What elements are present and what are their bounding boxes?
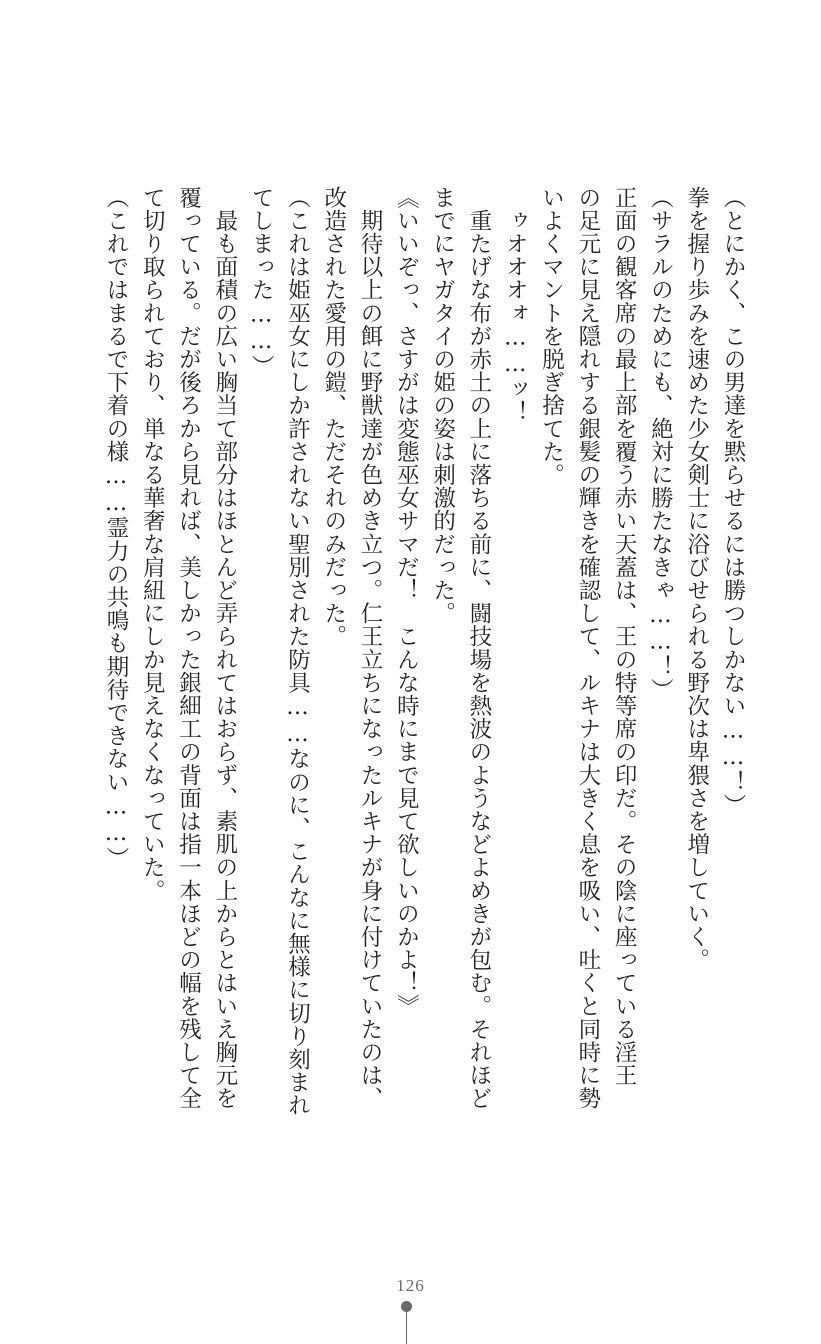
- text-line: 《いいぞっ、さすがは変態巫女サマだ！ こんな時にまで見て欲しいのかよ！》: [393, 186, 420, 1018]
- text-line: 重たげな布が赤土の上に落ちる前に、闘技場を熱波のようなどよめきが包む。それほど: [465, 186, 492, 1110]
- text-line: いよくマントを脱ぎ捨てた。: [538, 186, 565, 487]
- text-line: 改造された愛用の鎧、ただそれのみだった。: [320, 186, 347, 648]
- text-line: 覆っている。だが後ろから見れば、美しかった銀細工の背面は指一本ほどの幅を残して全: [175, 186, 202, 1110]
- text-line: （これではまるで下着の様……霊力の共鳴も期待できない……）: [102, 186, 129, 870]
- vertical-text-body: [98, 186, 751, 1117]
- text-line: 拳を握り歩みを速めた少女剣士に浴びせられる野次は卑猥さを増していく。: [683, 186, 710, 972]
- text-line: 最も面積の広い胸当て部分はほとんど弄られてはおらず、素肌の上からとはいえ胸元を: [211, 186, 238, 1110]
- text-line: （これは姫巫女にしか許されない聖別された防具……なのに、こんなに無様に切り刻まれ: [284, 186, 311, 1117]
- text-line: て切り取られており、単なる華奢な肩紐にしか見えなくなっていた。: [139, 186, 166, 903]
- text-line: （サラルのためにも、絶対に勝たなきゃ……！）: [647, 186, 674, 702]
- text-line: 正面の観客席の最上部を覆う赤い天蓋は、王の特等席の印だ。その陰に座っている淫王: [611, 186, 638, 1087]
- text-line: ゥオオオォ……ッ！: [502, 186, 529, 424]
- text-line: の足元に見え隠れする銀髪の輝きを確認して、ルキナは大きく息を吸い、吐くと同時に勢: [574, 186, 601, 1110]
- text-line: （とにかく、この男達を黙らせるには勝つしかない……！）: [720, 186, 746, 817]
- text-line: までにヤガタイの姫の姿は刺激的だった。: [429, 186, 456, 625]
- text-line: 期待以上の餌に野獣達が色めき立つ。仁王立ちになったルキナが身に付けていたのは、: [357, 186, 384, 1110]
- page-marker-line: [406, 1310, 407, 1344]
- page-number: 126: [396, 1276, 425, 1295]
- text-line: てしまった……）: [248, 186, 275, 378]
